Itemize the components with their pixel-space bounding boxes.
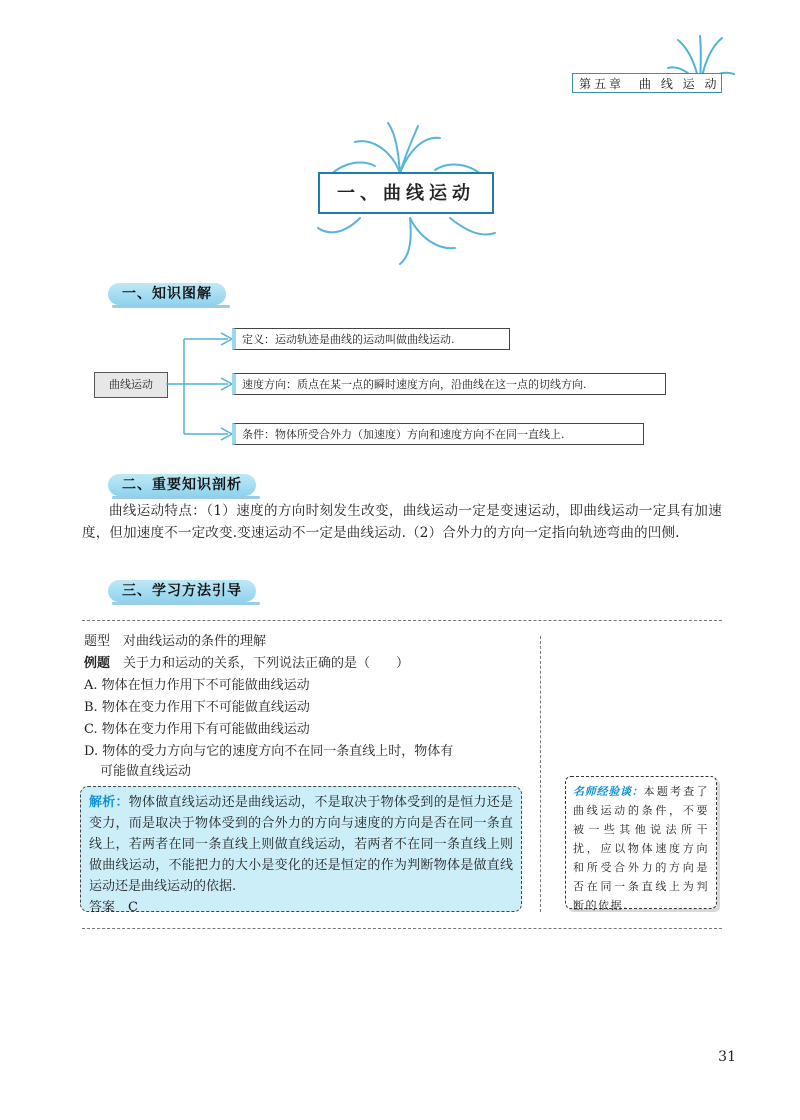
option-b: B. 物体在变力作用下不可能做直线运动	[84, 700, 310, 715]
option-a: A. 物体在恒力作用下不可能做曲线运动	[84, 678, 310, 693]
mindmap-item-condition: 条件：物体所受合外力（加速度）方向和速度方向不在同一直线上.	[232, 423, 644, 445]
option-d-continued: 可能做直线运动	[100, 764, 192, 779]
page-title: 一、曲线运动	[318, 172, 494, 214]
question-stem	[84, 654, 409, 674]
tip-body: 本题考查了曲线运动的条件，不要被一些其他说法所干扰，应以物体速度方向和所受合外力的方向是否在同一条直线上为判断的依据.	[573, 785, 709, 912]
section-heading-3	[108, 580, 256, 602]
topic-text: 对曲线运动的条件的理解	[123, 634, 267, 649]
section-heading-2	[108, 474, 256, 496]
mindmap-item-definition: 定义：运动轨迹是曲线的运动叫做曲线运动.	[232, 328, 510, 350]
section-heading-3-label: 三、学习方法引导	[122, 583, 242, 599]
mindmap-connectors	[166, 325, 236, 445]
option-c: C. 物体在变力作用下有可能做曲线运动	[84, 722, 310, 737]
page-number: 31	[718, 1049, 736, 1065]
section-heading-1	[108, 283, 226, 305]
divider-top	[82, 620, 722, 621]
stem-text: 关于力和运动的关系，下列说法正确的是（ ）	[123, 656, 410, 671]
section-heading-1-label: 一、知识图解	[122, 286, 212, 302]
section-heading-2-label: 二、重要知识剖析	[122, 477, 242, 493]
teacher-tip-box	[565, 776, 717, 912]
answer-value: C	[128, 900, 138, 915]
option-d: D. 物体的受力方向与它的速度方向不在同一条直线上时，物体有	[84, 744, 454, 759]
solution-callout	[80, 786, 522, 915]
mindmap-center: 曲线运动	[94, 372, 168, 398]
example-label: 例题	[84, 656, 111, 671]
topic-label: 题型	[84, 634, 111, 649]
solution-text: 物体做直线运动还是曲线运动，不是取决于物体受到的是恒力还是变力，而是取决于物体受到的合外力的方向与速度的方向是否在同一条直线上，若两者在同一条直线上则做直线运动，若两者不在同一条直线上则做曲线运动，不能把力的大小是变化的还是恒定的作为判断物体是做直线运动还是曲线运动的依据.	[89, 795, 513, 894]
chapter-header: 第五章 曲 线 运 动	[572, 73, 722, 93]
solution-label: 解析：	[89, 795, 129, 810]
answer-label: 答案	[89, 900, 116, 915]
vertical-divider	[540, 636, 541, 912]
question-topic	[84, 632, 266, 652]
analysis-paragraph: 曲线运动特点：（1）速度的方向时刻发生改变，曲线运动一定是变速运动，即曲线运动一定具有加速度，但加速度不一定改变.变速运动不一定是曲线运动.（2）合外力的方向一定指向轨迹弯曲的凹侧.	[82, 503, 722, 541]
divider-bottom	[82, 928, 722, 929]
mindmap-item-velocity: 速度方向：质点在某一点的瞬时速度方向，沿曲线在这一点的切线方向.	[232, 373, 666, 395]
tip-title: 名师经验谈：	[573, 785, 644, 798]
